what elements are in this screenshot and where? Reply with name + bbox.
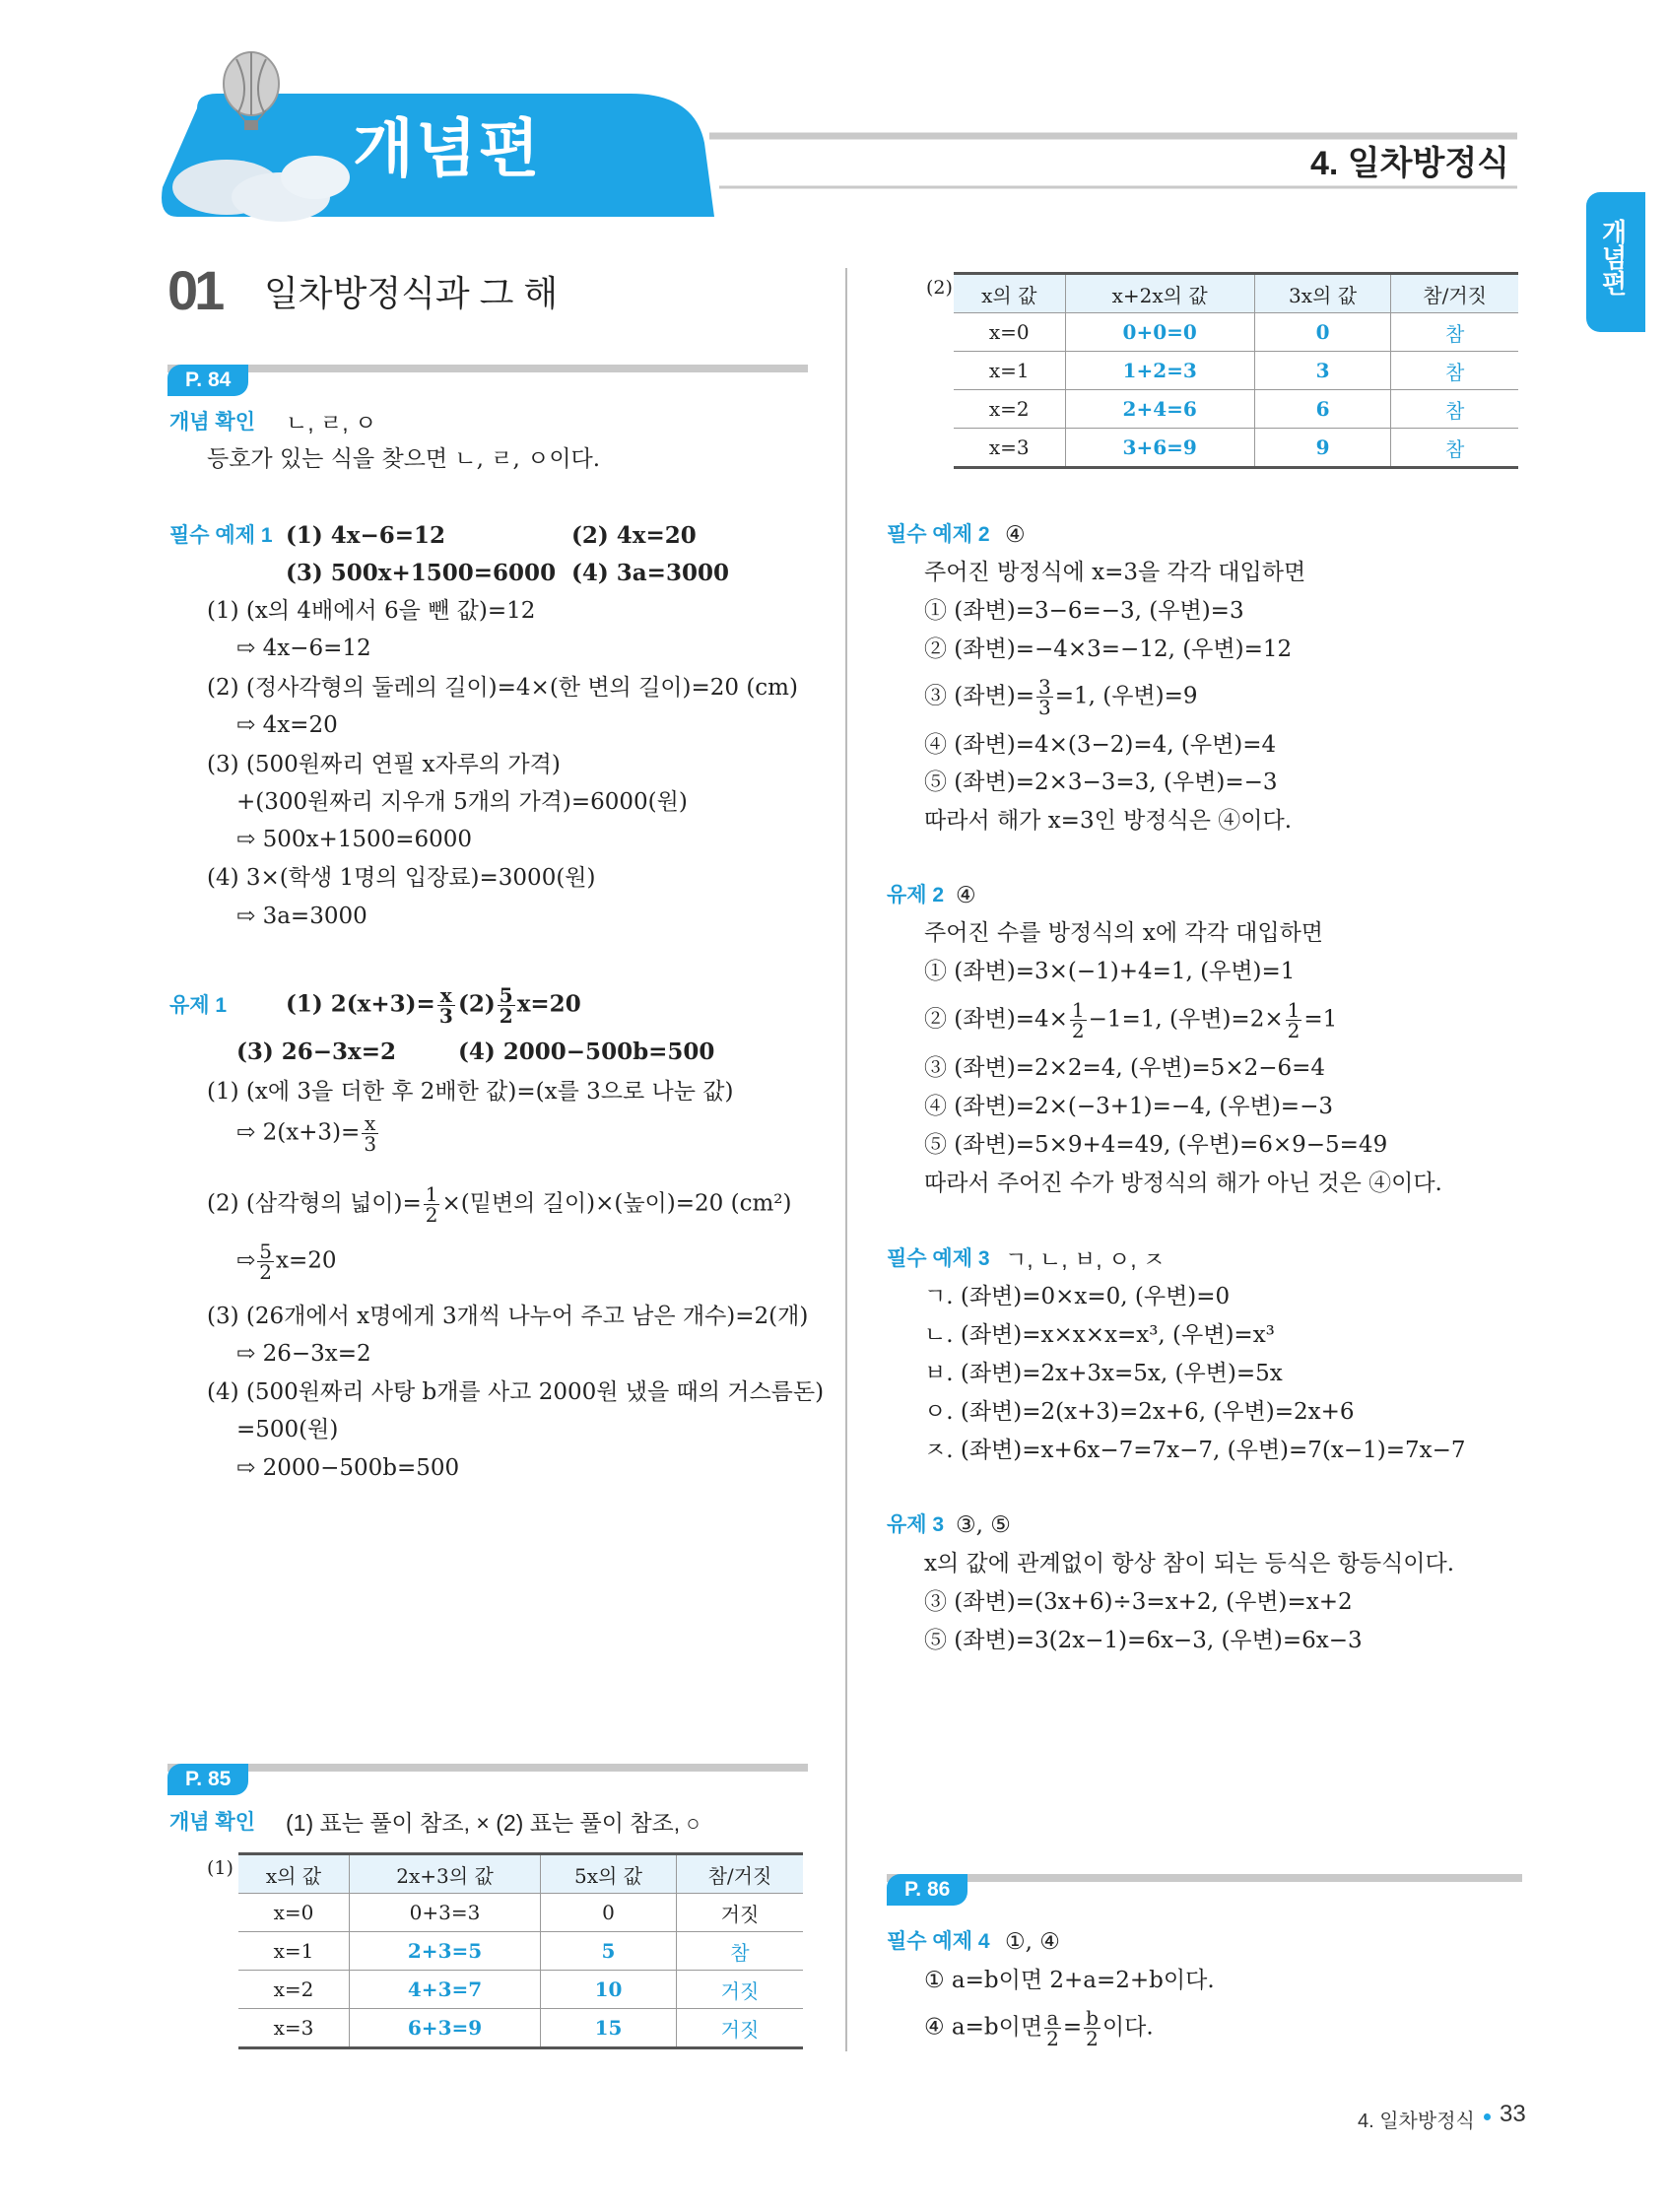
table-header: 참/거짓 [676, 1854, 803, 1894]
page-label-84: P. 84 [167, 365, 248, 396]
footer-dot [1484, 2113, 1491, 2120]
table-row [954, 429, 1518, 468]
table-row [954, 352, 1518, 390]
page-bar [167, 365, 808, 372]
table-cell: 15 [541, 2009, 677, 2048]
table-cell: 5 [541, 1932, 677, 1971]
table-cell: 4+3=7 [349, 1971, 540, 2009]
table-cell: 0+3=3 [349, 1894, 540, 1932]
truth-table-2 [954, 272, 1518, 469]
solution-line: ⑤ (좌변)=5×9+4=49, (우변)=6×9−5=49 [924, 1132, 1388, 1158]
concept-check-label: 개념 확인 [169, 411, 255, 434]
table-cell: x=0 [238, 1894, 349, 1932]
example1-answer-3: (3) 500x+1500=6000 [286, 560, 557, 586]
example1-label: 필수 예제 1 [169, 524, 273, 547]
table-cell: 2+4=6 [1065, 390, 1254, 429]
solution-line: ⇨ 26−3x=2 [236, 1341, 371, 1367]
solution-line: (4) (500원짜리 사탕 b개를 사고 2000원 냈을 때의 거스름돈) [207, 1379, 825, 1405]
exercise1-answer-2: (2) $\frac{5}{2}$ x=20 [458, 983, 581, 1028]
solution-line: ② (좌변)=−4×3=−12, (우변)=12 [924, 637, 1293, 662]
table-cell: x=3 [954, 429, 1065, 468]
solution-line: ⇨ 3a=3000 [236, 904, 367, 929]
table-cell: 참 [1391, 313, 1518, 352]
table-cell: 거짓 [676, 2009, 803, 2048]
table-cell: x=1 [954, 352, 1065, 390]
solution-line: ⑤ (좌변)=3(2x−1)=6x−3, (우변)=6x−3 [924, 1628, 1363, 1653]
solution-line: x의 값에 관계없이 항상 참이 되는 등식은 항등식이다. [924, 1551, 1455, 1576]
example4-label: 필수 예제 4 [887, 1930, 990, 1953]
table-header: x의 값 [954, 274, 1065, 313]
table-row [238, 1932, 803, 1971]
table-cell: x=3 [238, 2009, 349, 2048]
example1-answer-4: (4) 3a=3000 [571, 560, 729, 586]
table-cell: 6+3=9 [349, 2009, 540, 2048]
table-cell: 참 [1391, 390, 1518, 429]
exercise2-label: 유제 2 [887, 884, 945, 906]
solution-line: 주어진 수를 방정식의 x에 각각 대입하면 [924, 920, 1324, 946]
solution-line: ⇨ 2(x+3)= $\frac{x}{3}$ [236, 1111, 377, 1156]
solution-line: ① a=b이면 2+a=2+b이다. [924, 1968, 1215, 1993]
lesson-title: 일차방정식과 그 해 [264, 273, 559, 313]
concept-check-explain: 등호가 있는 식을 찾으면 ㄴ, ㄹ, ㅇ이다. [207, 446, 601, 472]
page-label-85: P. 85 [167, 1764, 248, 1795]
table-cell: x=2 [954, 390, 1065, 429]
table-cell: 거짓 [676, 1971, 803, 2009]
exercise1-answer-3: (3) 26−3x=2 [236, 1039, 397, 1065]
solution-line: (4) 3×(학생 1명의 입장료)=3000(원) [207, 865, 596, 891]
table-cell: 참 [1391, 429, 1518, 468]
table-header: 5x의 값 [541, 1854, 677, 1894]
table-cell: 3 [1254, 352, 1390, 390]
solution-line: ⇨ 500x+1500=6000 [236, 827, 473, 852]
solution-line: 따라서 해가 x=3인 방정식은 ④이다. [924, 808, 1293, 834]
table-row [238, 1971, 803, 2009]
concept-check-answer: ㄴ, ㄹ, ㅇ [286, 410, 377, 436]
table-cell: x=1 [238, 1932, 349, 1971]
example3-answer: ㄱ, ㄴ, ㅂ, ㅇ, ㅈ [1005, 1246, 1166, 1272]
table-row [238, 2009, 803, 2048]
page-label-86: P. 86 [887, 1874, 967, 1906]
solution-line: ④ (좌변)=4×(3−2)=4, (우변)=4 [924, 732, 1277, 758]
solution-line: ③ (좌변)=2×2=4, (우변)=5×2−6=4 [924, 1055, 1326, 1081]
solution-line: (1) (x에 3을 더한 후 2배한 값)=(x를 3으로 나눈 값) [207, 1079, 734, 1105]
solution-line: ㅈ. (좌변)=x+6x−7=7x−7, (우변)=7(x−1)=7x−7 [924, 1438, 1466, 1463]
table-row [954, 313, 1518, 352]
table-header: 3x의 값 [1254, 274, 1390, 313]
solution-line: ㄴ. (좌변)=x×x×x=x³, (우변)=x³ [924, 1322, 1275, 1348]
chapter-title: 4. 일차방정식 [1310, 145, 1510, 182]
solution-line: (2) (삼각형의 넓이)= $\frac{1}{2}$ ×(밑변의 길이)×(높이)=20 (cm²) [207, 1182, 792, 1227]
solution-line: +(300원짜리 지우개 5개의 가격)=6000(원) [236, 789, 688, 815]
table-tag: (1) [207, 1857, 234, 1879]
concept-check-answer: (1) 표는 풀이 참조, × (2) 표는 풀이 참조, ○ [286, 1810, 701, 1836]
exercise3-answer: ③, ⑤ [956, 1512, 1011, 1538]
solution-line: ⇨ 2000−500b=500 [236, 1455, 460, 1481]
exercise2-answer: ④ [956, 883, 976, 908]
solution-line: ⑤ (좌변)=2×3−3=3, (우변)=−3 [924, 770, 1278, 795]
table-cell: x=2 [238, 1971, 349, 2009]
table-cell: 1+2=3 [1065, 352, 1254, 390]
concept-check-label: 개념 확인 [169, 1811, 255, 1834]
solution-line: 따라서 주어진 수가 방정식의 해가 아닌 것은 ④이다. [924, 1171, 1442, 1196]
table-cell: 참 [676, 1932, 803, 1971]
table-row [238, 1894, 803, 1932]
solution-line: ③ (좌변)= $\frac{3}{3}$ =1, (우변)=9 [924, 675, 1198, 719]
table-header: x+2x의 값 [1065, 274, 1254, 313]
table-cell: 0+0=0 [1065, 313, 1254, 352]
footer-chapter: 4. 일차방정식 [1358, 2111, 1475, 2132]
table-cell: 0 [1254, 313, 1390, 352]
lesson-number: 01 [167, 259, 222, 321]
exercise3-label: 유제 3 [887, 1513, 945, 1536]
solution-line: =500(원) [236, 1417, 339, 1442]
solution-line: (3) (500원짜리 연필 x자루의 가격) [207, 752, 561, 777]
table-tag: (2) [926, 277, 953, 299]
solution-line: ④ a=b이면 $\frac{a}{2}$ = $\frac{b}{2}$ 이다. [924, 2006, 1154, 2050]
table-cell: 10 [541, 1971, 677, 2009]
example1-answer-1: (1) 4x−6=12 [286, 522, 446, 549]
column-divider [845, 268, 847, 2051]
solution-line: ㄱ. (좌변)=0×x=0, (우변)=0 [924, 1284, 1231, 1309]
page-bar [887, 1874, 1522, 1882]
solution-line: ③ (좌변)=(3x+6)÷3=x+2, (우변)=x+2 [924, 1589, 1353, 1615]
side-tab-label: 개념편 [1598, 219, 1628, 296]
example1-answer-2: (2) 4x=20 [571, 522, 697, 549]
page-bar [167, 1764, 808, 1772]
example2-answer: ④ [1005, 522, 1026, 548]
solution-line: 주어진 방정식에 x=3을 각각 대입하면 [924, 560, 1306, 585]
solution-line: (3) (26개에서 x명에게 3개씩 나누어 주고 남은 개수)=2(개) [207, 1304, 809, 1329]
table-header: x의 값 [238, 1854, 349, 1894]
solution-line: ㅂ. (좌변)=2x+3x=5x, (우변)=5x [924, 1361, 1283, 1386]
table-header: 참/거짓 [1391, 274, 1518, 313]
example3-label: 필수 예제 3 [887, 1247, 990, 1270]
example4-answer: ①, ④ [1005, 1929, 1060, 1955]
solution-line: ① (좌변)=3×(−1)+4=1, (우변)=1 [924, 959, 1296, 984]
table-row [954, 390, 1518, 429]
solution-line: ① (좌변)=3−6=−3, (우변)=3 [924, 598, 1244, 624]
truth-table-1 [238, 1852, 803, 2049]
table-cell: 2+3=5 [349, 1932, 540, 1971]
exercise1-label: 유제 1 [169, 994, 228, 1017]
table-header: 2x+3의 값 [349, 1854, 540, 1894]
table-cell: x=0 [954, 313, 1065, 352]
solution-line: ② (좌변)=4× $\frac{1}{2}$ −1=1, (우변)=2× $\frac{1}{2}$ =1 [924, 998, 1338, 1042]
solution-line: (1) (x의 4배에서 6을 뺀 값)=12 [207, 598, 536, 624]
solution-line: ⇨ 4x=20 [236, 712, 338, 738]
exercise1-answer-4: (4) 2000−500b=500 [458, 1039, 715, 1065]
solution-line: ⇨ $\frac{5}{2}$ x=20 [236, 1240, 337, 1284]
example2-label: 필수 예제 2 [887, 523, 990, 546]
section-title: 개념편 [353, 113, 542, 184]
table-cell: 참 [1391, 352, 1518, 390]
table-cell: 거짓 [676, 1894, 803, 1932]
solution-line: ④ (좌변)=2×(−3+1)=−4, (우변)=−3 [924, 1094, 1333, 1119]
table-cell: 9 [1254, 429, 1390, 468]
table-cell: 0 [541, 1894, 677, 1932]
solution-line: (2) (정사각형의 둘레의 길이)=4×(한 변의 길이)=20 (cm) [207, 675, 798, 701]
exercise1-answer-1: (1) 2(x+3)= $\frac{x}{3}$ [286, 983, 453, 1028]
page-number: 33 [1500, 2101, 1526, 2127]
solution-line: ⇨ 4x−6=12 [236, 636, 371, 661]
table-cell: 6 [1254, 390, 1390, 429]
solution-line: ㅇ. (좌변)=2(x+3)=2x+6, (우변)=2x+6 [924, 1399, 1355, 1425]
table-cell: 3+6=9 [1065, 429, 1254, 468]
